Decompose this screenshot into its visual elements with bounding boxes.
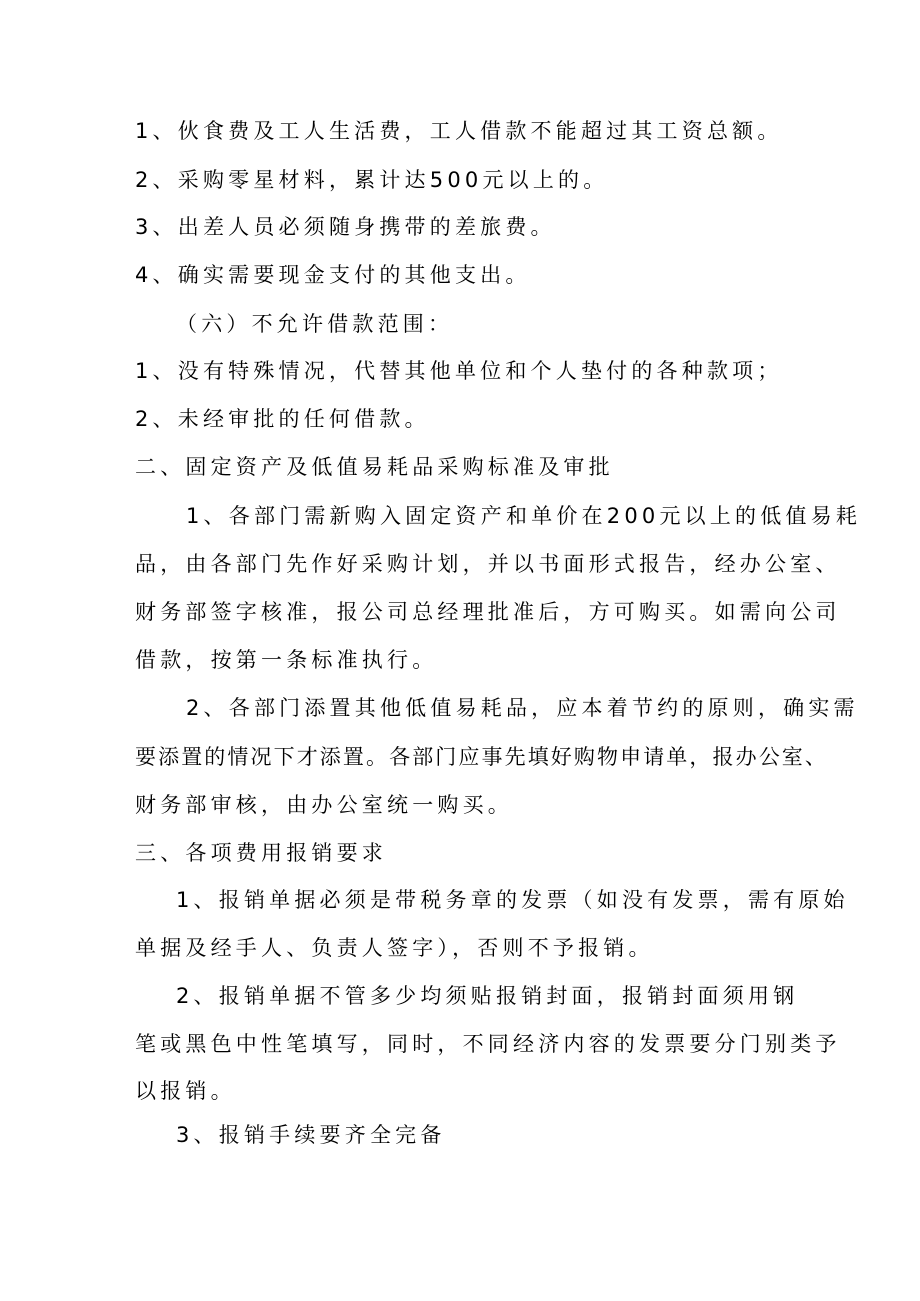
- text-line-22: 3、报销手续要齐全完备: [176, 1123, 446, 1147]
- text-line-13: 2、各部门添置其他低值易耗品，应本着节约的原则，确实需: [186, 696, 859, 720]
- text-line-9: 1、各部门需新购入固定资产和单价在200元以上的低值易耗: [186, 504, 862, 528]
- section-heading-3: 三、各项费用报销要求: [135, 841, 387, 865]
- text-line-1: 1、伙食费及工人生活费，工人借款不能超过其工资总额。: [135, 119, 783, 143]
- section-heading-6: （六）不允许借款范围：: [176, 312, 454, 336]
- text-line-3: 3、出差人员必须随身携带的差旅费。: [135, 215, 556, 239]
- text-line-14: 要添置的情况下才添置。各部门应事先填好购物申请单，报办公室、: [135, 745, 828, 769]
- text-line-11: 财务部签字核准，报公司总经理批准后，方可购买。如需向公司: [135, 600, 841, 624]
- text-line-18: 单据及经手人、负责人签字），否则不予报销。: [135, 936, 654, 960]
- text-line-6: 1、没有特殊情况，代替其他单位和个人垫付的各种款项；: [135, 359, 783, 383]
- text-line-4: 4、确实需要现金支付的其他支出。: [135, 263, 531, 287]
- text-line-21: 以报销。: [135, 1079, 236, 1103]
- text-line-2: 2、采购零星材料，累计达500元以上的。: [135, 168, 609, 192]
- text-line-17: 1、报销单据必须是带税务章的发票（如没有发票，需有原始: [176, 888, 849, 912]
- text-line-10: 品，由各部门先作好采购计划，并以书面形式报告，经办公室、: [135, 552, 841, 576]
- text-line-15: 财务部审核，由办公室统一购买。: [135, 793, 513, 817]
- text-line-19: 2、报销单据不管多少均须贴报销封面，报销封面须用钢: [176, 984, 799, 1008]
- text-line-12: 借款，按第一条标准执行。: [135, 648, 438, 672]
- section-heading-2: 二、固定资产及低值易耗品采购标准及审批: [135, 455, 614, 479]
- text-line-20: 笔或黑色中性笔填写，同时，不同经济内容的发票要分门别类予: [135, 1032, 841, 1056]
- text-line-7: 2、未经审批的任何借款。: [135, 407, 430, 431]
